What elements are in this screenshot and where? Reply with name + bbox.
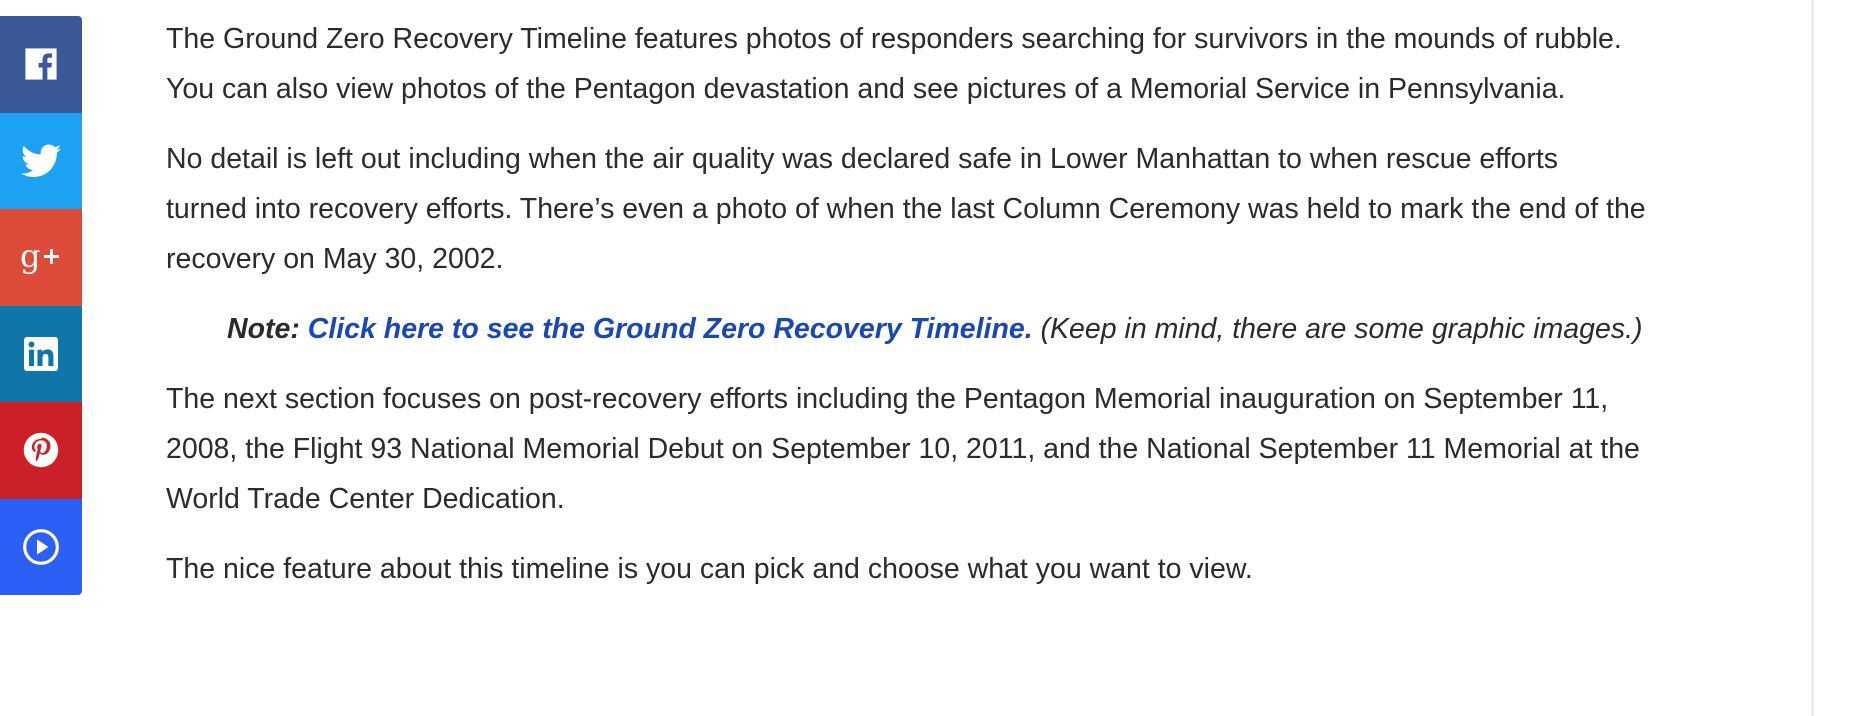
paragraph-ground-zero-timeline: The Ground Zero Recovery Timeline features photos of responders searching for survivors in the mounds of rubble. You can also view photos of the Pentagon devastation and see pictures of a Memorial Service in Pennsylvania. [166, 23, 1622, 105]
note-callout [227, 304, 1646, 354]
google-plus-share-button[interactable] [0, 209, 82, 306]
linkedin-share-button[interactable] [0, 306, 82, 403]
note-label: Note: [227, 313, 300, 345]
play-share-button[interactable] [0, 499, 82, 596]
paragraph-recovery-details: No detail is left out including when the air quality was declared safe in Lower Manhattan to when rescue efforts turned into recovery efforts. There’s even a photo of when the last Column Ceremony was held to mark the end of the recovery on May 30, 2002. [166, 143, 1646, 275]
note-suffix: (Keep in mind, there are some graphic images.) [1040, 313, 1643, 345]
paragraph-feature-summary: The nice feature about this timeline is you can pick and choose what you want to view. [166, 553, 1253, 585]
svg-text:g: g [20, 239, 41, 276]
sidebar-divider [1811, 0, 1814, 716]
paragraph-post-recovery: The next section focuses on post-recovery efforts including the Pentagon Memorial inauguration on September 11, 2008, the Flight 93 National Memorial Debut on September 10, 2011, and the National September 11 Memorial at the World Trade Center Dedication. [166, 383, 1640, 515]
article-body [166, 14, 1646, 614]
facebook-icon [24, 47, 58, 81]
play-circle-icon [22, 528, 60, 566]
social-share-bar [0, 16, 82, 595]
linkedin-icon [24, 337, 58, 371]
facebook-share-button[interactable] [0, 16, 82, 113]
pinterest-icon [23, 432, 59, 468]
timeline-link[interactable]: Click here to see the Ground Zero Recovery Timeline. [307, 313, 1033, 345]
google-plus-icon [20, 239, 62, 275]
twitter-icon [21, 144, 61, 178]
twitter-share-button[interactable] [0, 113, 82, 210]
pinterest-share-button[interactable] [0, 402, 82, 499]
